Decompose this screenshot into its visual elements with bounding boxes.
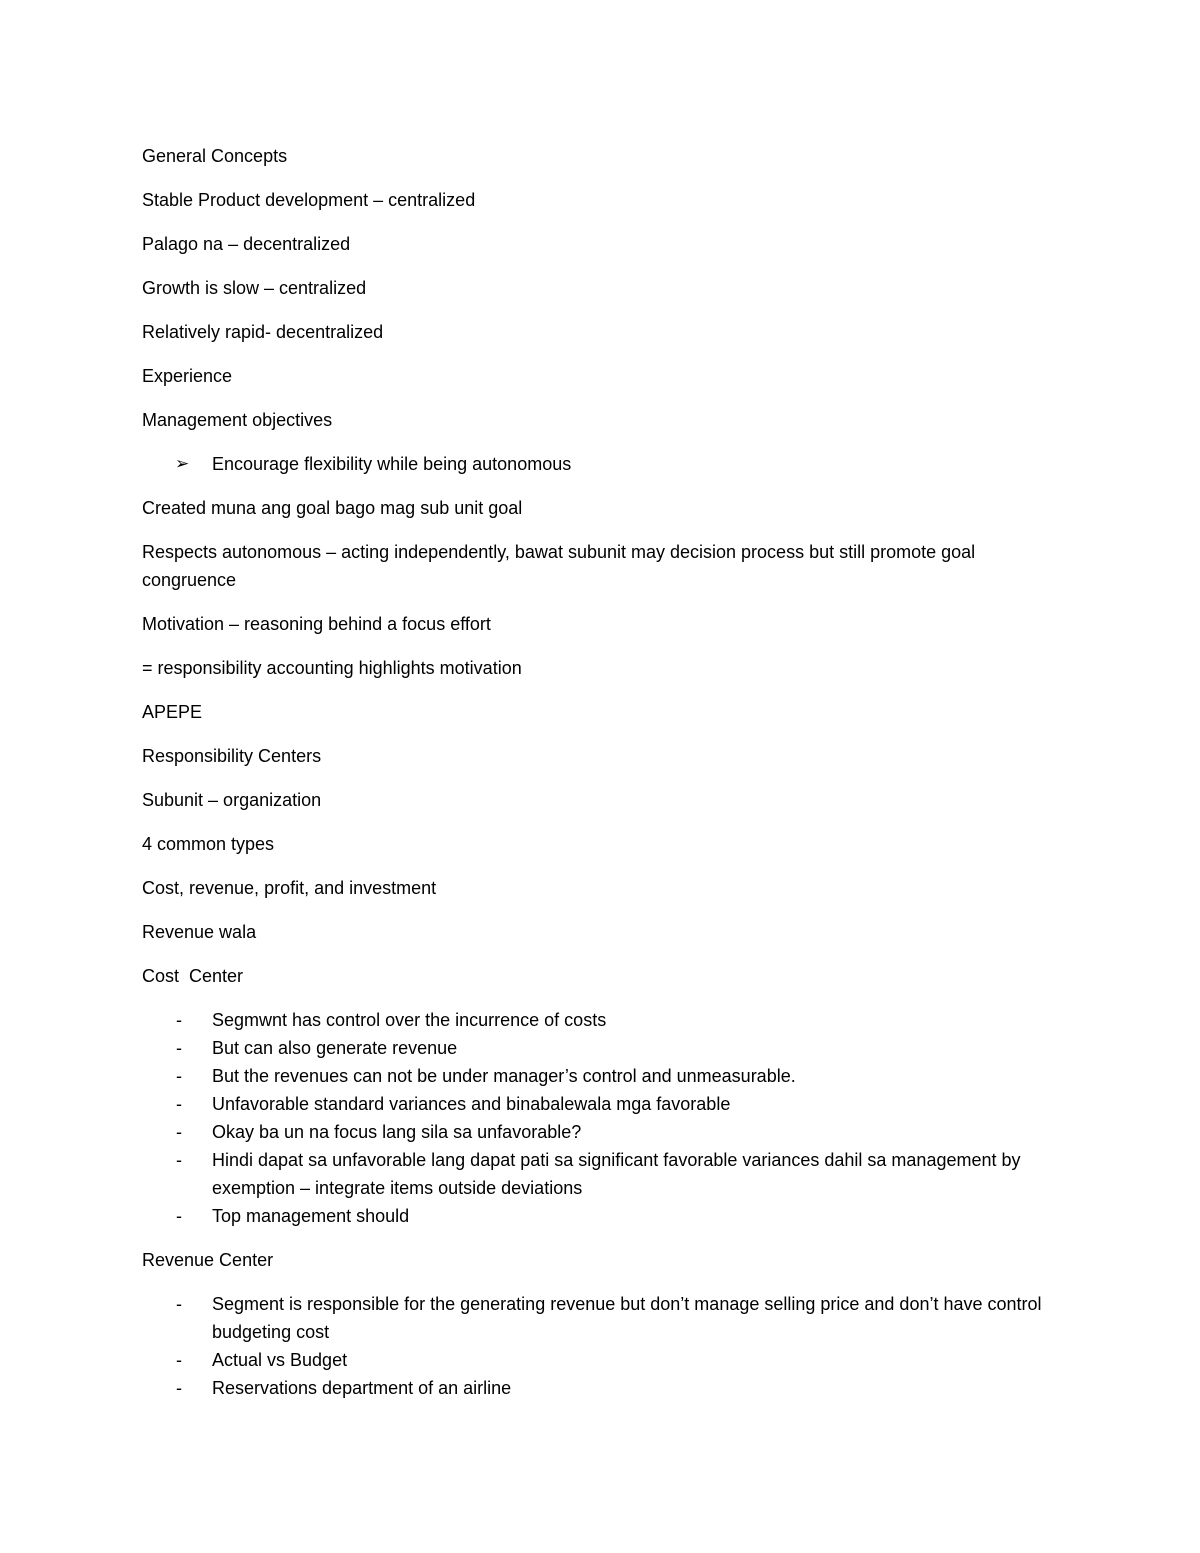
paragraph: = responsibility accounting highlights motivation [142, 658, 522, 678]
list-item [142, 1062, 1072, 1090]
list-item-text: Reservations department of an airline [212, 1378, 512, 1398]
list-item-text: Actual vs Budget [212, 1350, 348, 1370]
dash-bullet-icon: - [176, 1094, 182, 1114]
list-item [142, 1290, 1072, 1346]
list-item [142, 1118, 1072, 1146]
dash-bullet-icon: - [176, 1350, 182, 1370]
list-item-text: Segment is responsible for the generating revenue but don’t manage selling price and don’t have control budgeting cost [212, 1294, 1042, 1342]
list-item [142, 450, 1072, 478]
list-item [142, 1034, 1072, 1062]
list-item [142, 1374, 1072, 1402]
document-body [142, 142, 1072, 1418]
paragraph: Motivation – reasoning behind a focus effort [142, 614, 491, 634]
heading-responsibility-centers: Responsibility Centers [142, 746, 322, 766]
list-item-text: Top management should [212, 1206, 410, 1226]
paragraph: Growth is slow – centralized [142, 278, 367, 298]
dash-bullet-icon: - [176, 1010, 182, 1030]
dash-bullet-icon: - [176, 1122, 182, 1142]
paragraph: Respects autonomous – acting independently, bawat subunit may decision process but still promote goal congruence [142, 542, 981, 590]
list-item [142, 1346, 1072, 1374]
dash-bullet-icon: - [176, 1206, 182, 1226]
list-item-text: Hindi dapat sa unfavorable lang dapat pati sa significant favorable variances dahil sa management by exemption – integrate items outside deviations [212, 1150, 1021, 1198]
arrow-bullet-list [142, 450, 1072, 478]
list-item [142, 1146, 1072, 1202]
dash-bullet-icon: - [176, 1294, 182, 1314]
heading-cost-center: Cost Center [142, 966, 244, 986]
paragraph: Created muna ang goal bago mag sub unit goal [142, 498, 523, 518]
list-item-text: Encourage flexibility while being autonomous [212, 454, 572, 474]
dash-bullet-icon: - [176, 1038, 182, 1058]
dash-bullet-icon: - [176, 1378, 182, 1398]
revenue-center-list [142, 1290, 1072, 1402]
cost-center-list [142, 1006, 1072, 1230]
heading-revenue-center: Revenue Center [142, 1250, 274, 1270]
paragraph: Revenue wala [142, 922, 257, 942]
paragraph: Management objectives [142, 410, 333, 430]
paragraph: Palago na – decentralized [142, 234, 351, 254]
list-item [142, 1090, 1072, 1118]
paragraph: Cost, revenue, profit, and investment [142, 878, 437, 898]
paragraph: Stable Product development – centralized [142, 190, 476, 210]
paragraph: 4 common types [142, 834, 275, 854]
paragraph: Subunit – organization [142, 790, 322, 810]
dash-bullet-icon: - [176, 1066, 182, 1086]
list-item-text: Okay ba un na focus lang sila sa unfavorable? [212, 1122, 582, 1142]
arrow-bullet-icon: ➢ [175, 454, 190, 473]
paragraph: Experience [142, 366, 233, 386]
list-item-text: Unfavorable standard variances and binabalewala mga favorable [212, 1094, 731, 1114]
paragraph: Relatively rapid- decentralized [142, 322, 384, 342]
list-item-text: But can also generate revenue [212, 1038, 458, 1058]
list-item-text: Segmwnt has control over the incurrence of costs [212, 1010, 607, 1030]
heading-general-concepts: General Concepts [142, 146, 288, 166]
list-item [142, 1006, 1072, 1034]
paragraph: APEPE [142, 702, 203, 722]
dash-bullet-icon: - [176, 1150, 182, 1170]
list-item-text: But the revenues can not be under manager’s control and unmeasurable. [212, 1066, 796, 1086]
list-item [142, 1202, 1072, 1230]
